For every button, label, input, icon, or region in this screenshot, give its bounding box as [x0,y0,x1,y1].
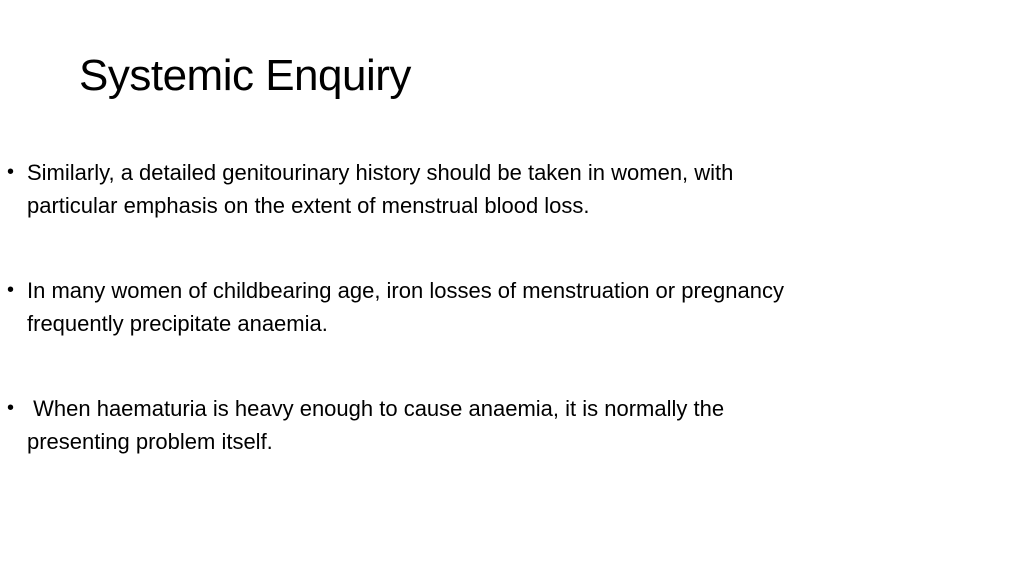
bullet-dot-icon: • [7,161,15,183]
slide-title: Systemic Enquiry [79,51,411,100]
bullet-dot-icon: • [7,279,15,301]
bullet-text: When haematuria is heavy enough to cause anaemia, it is normally the presenting problem itself. [27,396,725,454]
bullet-item [0,392,1000,458]
bullet-dot-icon: • [7,397,15,419]
bullet-text: In many women of childbearing age, iron losses of menstruation or pregnancy frequently precipitate anaemia. [27,278,784,336]
bullet-text: Similarly, a detailed genitourinary history should be taken in women, with particular emphasis on the extent of menstrual blood loss. [27,160,734,218]
bullet-item [0,274,1000,340]
bullet-item [0,156,1000,222]
bullet-list [0,156,1000,510]
